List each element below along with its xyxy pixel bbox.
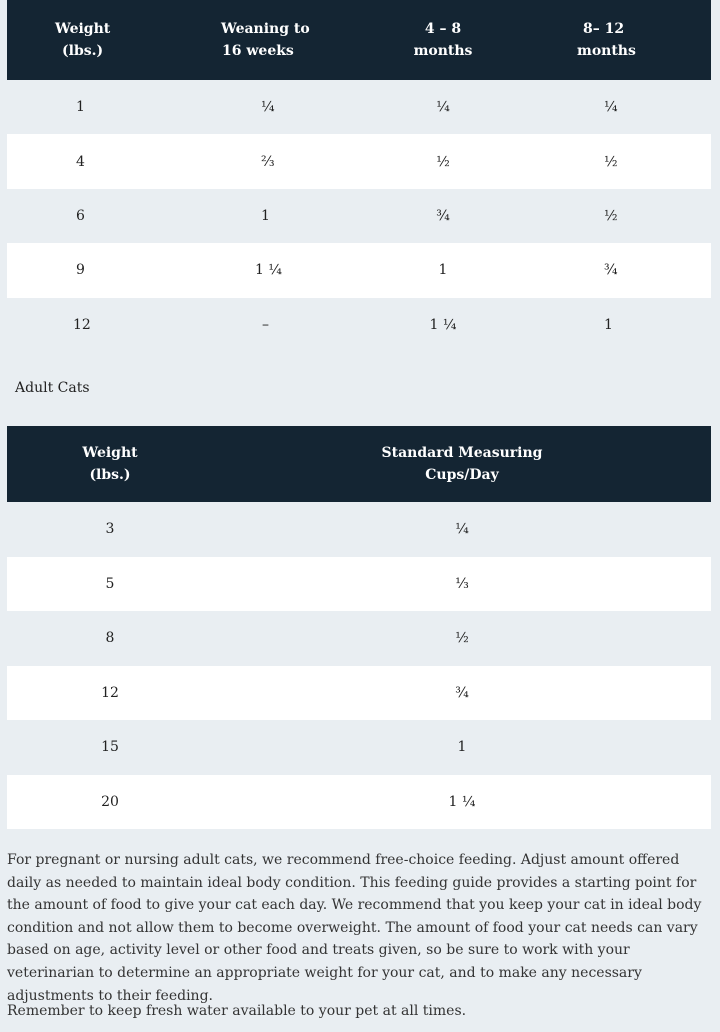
table-cell: ½ [519,189,711,243]
table-cell: 6 [7,189,153,243]
header-weight-line2: (lbs.) [89,467,131,483]
adult-feeding-table [7,426,711,829]
table-cell: 12 [7,666,213,721]
table-cell: 12 [7,298,153,352]
table-cell: ½ [519,134,711,188]
adult-cats-heading: Adult Cats [15,380,90,396]
header-4-8-months [367,0,519,80]
kitten-feeding-table [7,0,711,352]
table-cell: 4 [7,134,153,188]
table-row [7,298,711,352]
table-row [7,189,711,243]
header-cups-per-day [213,426,711,502]
table-cell: 3 [7,502,213,557]
table-row [7,80,711,134]
header-4-8-line2: months [413,43,473,59]
header-4-8-line1: 4 – 8 [424,21,462,37]
water-reminder-paragraph: Remember to keep fresh water available to your pet at all times. [7,1003,467,1019]
table-row [7,775,711,830]
table-cell: 1 [519,298,711,352]
feeding-note-paragraph: For pregnant or nursing adult cats, we recommend free-choice feeding. Adjust amount offered daily as needed to maintain ideal body condition. This feeding guide provides a starting point for the amount of food to give your cat each day. We recommend that you keep your cat in ideal body condition and not allow them to become overweight. The amount of food your cat needs can vary based on age, activity level or other food and treats given, so be sure to work with your veterinarian to determine an appropriate weight for your cat, and to make any necessary adjustments to their feeding. [7,852,702,1004]
header-weight-line1: Weight [55,21,111,37]
kitten-table-header-row [7,0,711,80]
table-cell: ⅔ [153,134,367,188]
table-cell: 1 ¼ [367,298,519,352]
header-weight-line2: (lbs.) [62,43,104,59]
header-8-12-months [519,0,711,80]
header-cups-line2: Cups/Day [425,467,499,483]
table-cell: 1 [213,720,711,775]
adult-table-header-row [7,426,711,502]
table-row [7,557,711,612]
table-row [7,134,711,188]
table-row [7,611,711,666]
header-cups-line1: Standard Measuring [381,445,543,461]
table-row [7,243,711,297]
table-cell: 1 [153,189,367,243]
header-weight [7,0,153,80]
table-cell: – [153,298,367,352]
table-cell: ¼ [519,80,711,134]
table-cell: ¾ [519,243,711,297]
table-row [7,666,711,721]
table-row [7,502,711,557]
table-cell: 1 ¼ [213,775,711,830]
table-cell: ½ [213,611,711,666]
table-cell: ¾ [213,666,711,721]
header-8-12-line1: 8– 12 [583,21,625,37]
table-row [7,720,711,775]
header-weaning-line2: 16 weeks [222,43,294,59]
table-cell: ⅓ [213,557,711,612]
table-cell: 5 [7,557,213,612]
table-cell: ¼ [213,502,711,557]
header-weaning-line1: Weaning to [221,21,310,37]
table-cell: 1 [7,80,153,134]
header-weight [7,426,213,502]
table-cell: 15 [7,720,213,775]
table-cell: 1 ¼ [153,243,367,297]
table-cell: ¼ [153,80,367,134]
header-weaning [153,0,367,80]
table-cell: ¼ [367,80,519,134]
header-weight-line1: Weight [82,445,138,461]
table-cell: ¾ [367,189,519,243]
table-cell: 1 [367,243,519,297]
header-8-12-line2: months [577,43,636,59]
table-cell: 8 [7,611,213,666]
table-cell: 20 [7,775,213,830]
table-cell: ½ [367,134,519,188]
table-cell: 9 [7,243,153,297]
